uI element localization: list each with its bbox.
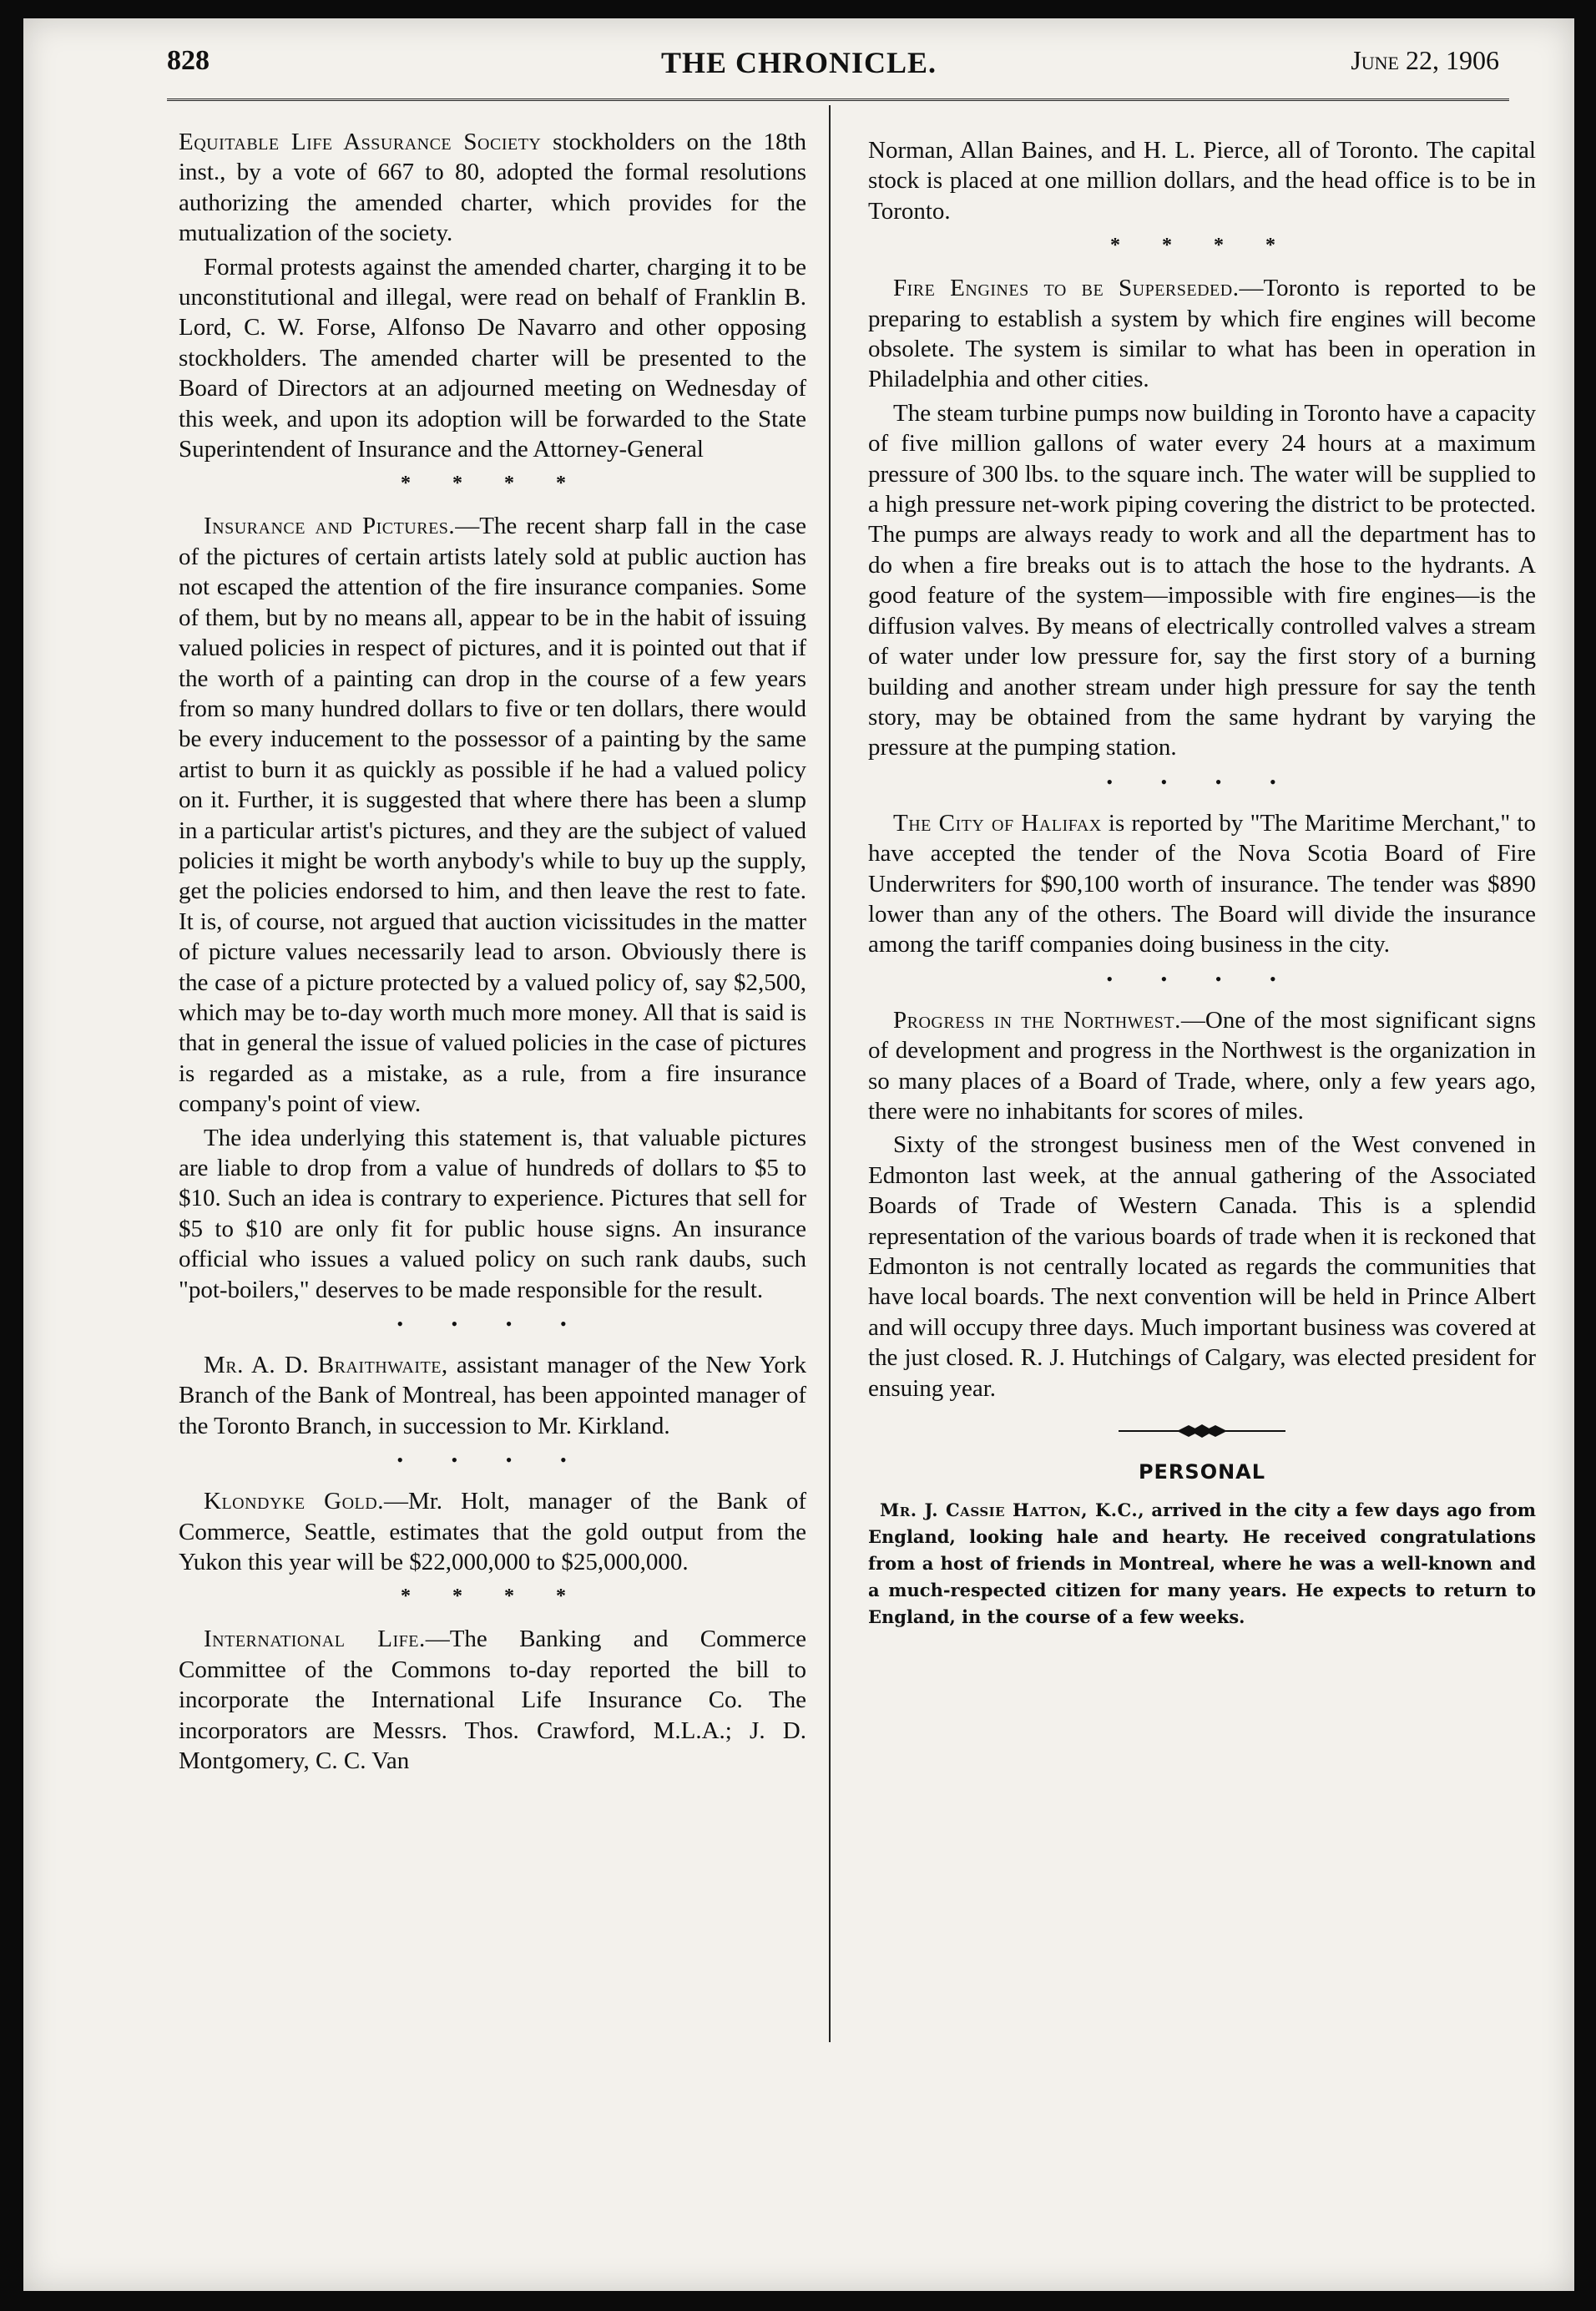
article-lead: Mr. A. D. Braithwaite, xyxy=(204,1352,448,1379)
article-progress xyxy=(868,1005,1536,1127)
article-lead: The City of Halifax xyxy=(893,809,1102,837)
personal-heading: PERSONAL xyxy=(1138,1460,1266,1484)
article-lead: Fire Engines to be Superseded. xyxy=(893,275,1240,302)
article-body: —The recent sharp fall in the case of the pictures of certain artists lately sold at public auction has not escaped the attention of the fire insurance companies. Some of them, but by no means all, appear to be in the habit of issuing valued policies in respect of pictures, and it is pointed out that if the worth of a painting can drop in the course of a few years from so many hundred dollars to five or ten dollars, there would be every inducement to the possessor of a painting by the same artist to burn it as quickly as possible if he had a valued policy on it. Further, it is suggested that where there has been a slump in a particular artist's pictures, and they are the subject of valued policies it might be worth anybody's while to buy up the supply, get the policies endorsed to him, and then leave the rest to fate. It is, of course, not argued that auction vicissitudes in the matter of picture values necessarily lead to arson. Obviously there is the case of a picture protected by a valued policy of, say $2,500, which may be to-day worth much more money. All that is said is that in general the issue of valued policies in the case of pictures is regarded as a mistake, as a rule, from a fire insurance company's point of view. xyxy=(179,513,806,1118)
article-body: assistant manager of the New York Branch of the Bank of Montreal, has been appointed manager of the Toronto Branch, in succession to Mr. Kirkland. xyxy=(179,1352,806,1439)
section-separator: * * * * xyxy=(401,1585,584,1608)
article-lead: Equitable Life Assurance Society xyxy=(179,129,542,155)
article-body: —Mr. Holt, manager of the Bank of Commerce, Seattle, estimates that the gold output from the Yukon this year will be $22,000,000 to $25,000,000. xyxy=(179,1488,807,1576)
article-paragraph: The steam turbine pumps now building in Toronto have a capacity of five million gallons of water every 24 hours at a maximum pressure of 300 lbs. to the square inch. The water will be supplied to a high pressure net-work piping covering the district to be protected. The pumps are always ready to work and all the department has to do when a fire breaks out is to attach the hose to the hydrants. A good feature of the system—impossible with fire engines—is the diffusion valves. By means of electrically controlled valves a stream of water under low pressure for, say the first story of a burning building and another stream under high pressure for say the tenth story, may be obtained from the same hydrant by varying the pressure at the pumping station. xyxy=(868,399,1536,761)
newspaper-page xyxy=(23,18,1574,2291)
article-pictures xyxy=(179,511,806,1119)
article-paragraph: Formal protests against the amended charter, charging it to be unconstitutional and illegal, were read on behalf of Franklin B. Lord, C. W. Forse, Alfonso De Navarro and other opposing stockholders. The amended charter will be presented to the Board of Directors at an adjourned meeting on Wednesday of this week, and upon its adoption will be forwarded to the State Superintendent of Insurance and the Attorney-General xyxy=(179,253,806,463)
article-international xyxy=(179,1624,806,1776)
page-number: 828 xyxy=(167,45,210,76)
article-lead: Klondyke Gold. xyxy=(204,1488,384,1515)
article-paragraph: Norman, Allan Baines, and H. L. Pierce, all of Toronto. The capital stock is placed at one million dollars, and the head office is to be in Toronto. xyxy=(868,137,1536,225)
article-body: stockholders on the 18th inst., by a vote of 667 to 80, adopted the formal resolutions authorizing the amended charter, which provides for the mutualization of the society. xyxy=(179,129,807,247)
article-body: —Toronto is reported to be preparing to establish a system by which fire engines will become obsolete. The system is similar to what has been in operation in Philadelphia and other cities. xyxy=(868,275,1536,393)
left-column xyxy=(179,127,806,1780)
article-body: —The Banking and Commerce Committee of the Commons to-day reported the bill to incorporate the International Life Insurance Co. The incorporators are Messrs. Thos. Crawford, M.L.A.; J. D. Montgomery, C. C. Van xyxy=(179,1626,806,1775)
article-fire-engines xyxy=(868,273,1536,395)
issue-date: June 22, 1906 xyxy=(1351,45,1499,75)
article-paragraph: Sixty of the strongest business men of the West convened in Edmonton last week, at the annual gathering of the Associated Boards of Trade of Western Canada. This is a splendid representation of the various boards of trade when it is reckoned that Edmonton is not centrally located as regards the communities that have local boards. The next convention will be held in Prince Albert and will occupy three days. Much important business was covered at the just closed. R. J. Hutchings of Calgary, was elected president for ensuing year. xyxy=(868,1131,1536,1402)
article-halifax xyxy=(868,808,1536,960)
personal-lead: Mr. J. Cassie Hatton, K.C., xyxy=(880,1499,1145,1521)
article-braithwaite xyxy=(179,1350,806,1441)
header-rule xyxy=(167,99,1509,101)
ornament-icon xyxy=(1119,1422,1285,1440)
personal-notice xyxy=(868,1497,1536,1631)
section-separator: • • • • xyxy=(396,1449,588,1471)
section-separator: * * * * xyxy=(1110,235,1294,257)
article-body: —One of the most significant signs of development and progress in the Northwest is the organization in so many places of a Board of Trade, where, only a few years ago, there were no inhabitants for scores of miles. xyxy=(868,1006,1536,1125)
ornamental-rule xyxy=(868,1422,1536,1440)
section-separator: * * * * xyxy=(401,473,584,495)
right-column xyxy=(868,135,1536,1631)
article-paragraph: The idea underlying this statement is, that valuable pictures are liable to drop from a value of hundreds of dollars to $5 to $10. Such an idea is contrary to experience. Pictures that sell for $5 to $10 are only fit for public house signs. An insurance official who issues a valued policy on such rank daubs, such "pot-boilers," deserves to be made responsible for the result. xyxy=(179,1124,806,1303)
section-separator: • • • • xyxy=(1106,968,1298,989)
column-rule xyxy=(829,105,831,2042)
article-lead: Progress in the Northwest. xyxy=(893,1006,1181,1034)
article-lead: International Life. xyxy=(204,1626,426,1653)
article-body: is reported by "The Maritime Merchant," to have accepted the tender of the Nova Scotia Board of Fire Underwriters for $90,100 worth of insurance. The tender was $890 lower than any of the others. The Board will divide the insurance among the tariff companies doing business in the city. xyxy=(868,809,1536,958)
section-separator: • • • • xyxy=(396,1313,588,1335)
personal-body: arrived in the city a few days ago from England, looking hale and hearty. He received congratulations from a host of friends in Montreal, where he was a well-known and a much-respected citizen for many years. He expects to return to England, in the course of a few weeks. xyxy=(868,1499,1536,1628)
publication-title: THE CHRONICLE. xyxy=(660,46,937,79)
article-equitable xyxy=(179,127,806,249)
section-separator: • • • • xyxy=(1106,771,1298,792)
article-lead: Insurance and Pictures. xyxy=(204,513,456,540)
article-klondyke xyxy=(179,1486,806,1577)
